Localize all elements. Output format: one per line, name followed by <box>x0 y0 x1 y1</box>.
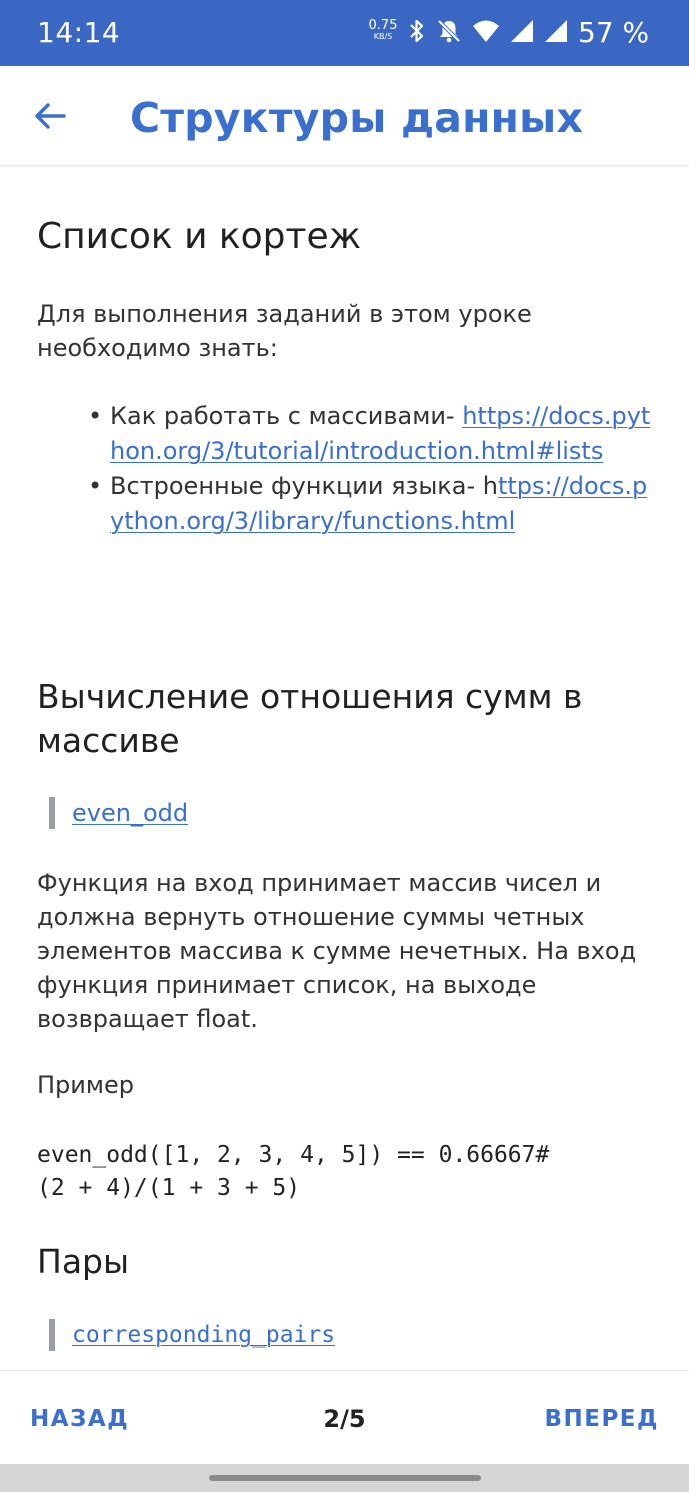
back-button[interactable] <box>30 96 70 136</box>
page-indicator: 2/5 <box>323 1405 366 1433</box>
section-title-pairs: Пары <box>37 1242 130 1281</box>
section-title-list-tuple: Список и кортеж <box>37 216 362 257</box>
task-quote <box>49 1319 335 1351</box>
previous-button[interactable]: НАЗАД <box>30 1406 130 1432</box>
example-label: Пример <box>37 1071 134 1099</box>
requirements-list <box>88 399 658 539</box>
arrow-left-icon <box>34 102 66 130</box>
docs-link-lists[interactable]: https://docs.python.org/3/tutorial/introduction.html#lists <box>110 402 651 465</box>
status-icons <box>408 18 568 48</box>
gesture-nav-area <box>0 1464 689 1492</box>
task-quote <box>49 797 188 829</box>
page-title: Структуры данных <box>130 94 584 142</box>
docs-link-functions[interactable]: ttps://docs.python.org/3/library/functions.html <box>110 472 648 535</box>
task-link-even-odd[interactable]: even_odd <box>72 799 189 827</box>
next-button[interactable]: ВПЕРЕД <box>544 1406 659 1432</box>
battery-level: 57 % <box>578 16 650 49</box>
status-time: 14:14 <box>37 16 121 49</box>
bluetooth-icon <box>408 18 426 49</box>
section-title-sum-ratio: Вычисление отношения сумм в массиве <box>37 677 583 760</box>
network-speed <box>366 19 400 41</box>
task-link-corresponding-pairs[interactable]: corresponding_pairs <box>72 1322 336 1348</box>
list-item-text: Встроенные функции языка- h <box>110 472 498 500</box>
list-item-text: Как работать с массивами- <box>110 402 463 430</box>
signal-icon <box>510 19 534 48</box>
wifi-icon <box>472 19 500 48</box>
intro-text: Для выполнения заданий в этом уроке необходимо знать: <box>37 300 532 362</box>
network-speed-unit: KB/S <box>373 32 393 41</box>
lesson-content[interactable] <box>0 167 689 1370</box>
list-item <box>88 469 658 539</box>
list-item <box>88 399 658 469</box>
app-bar <box>0 66 689 166</box>
status-bar <box>0 0 689 66</box>
network-speed-value: 0.75 <box>368 18 398 33</box>
home-gesture-handle[interactable] <box>209 1475 481 1481</box>
notifications-off-icon <box>436 18 462 49</box>
pagination-bar <box>0 1370 689 1464</box>
signal-icon <box>544 19 568 48</box>
task-description: Функция на вход принимает массив чисел и должна вернуть отношение суммы четных элементов массива к сумме нечетных. На вход функция принимает список, на выходе возвращает float. <box>37 869 637 1033</box>
example-code: even_odd([1, 2, 3, 4, 5]) == 0.66667# (2 + 4)/(1 + 3 + 5) <box>37 1142 550 1201</box>
